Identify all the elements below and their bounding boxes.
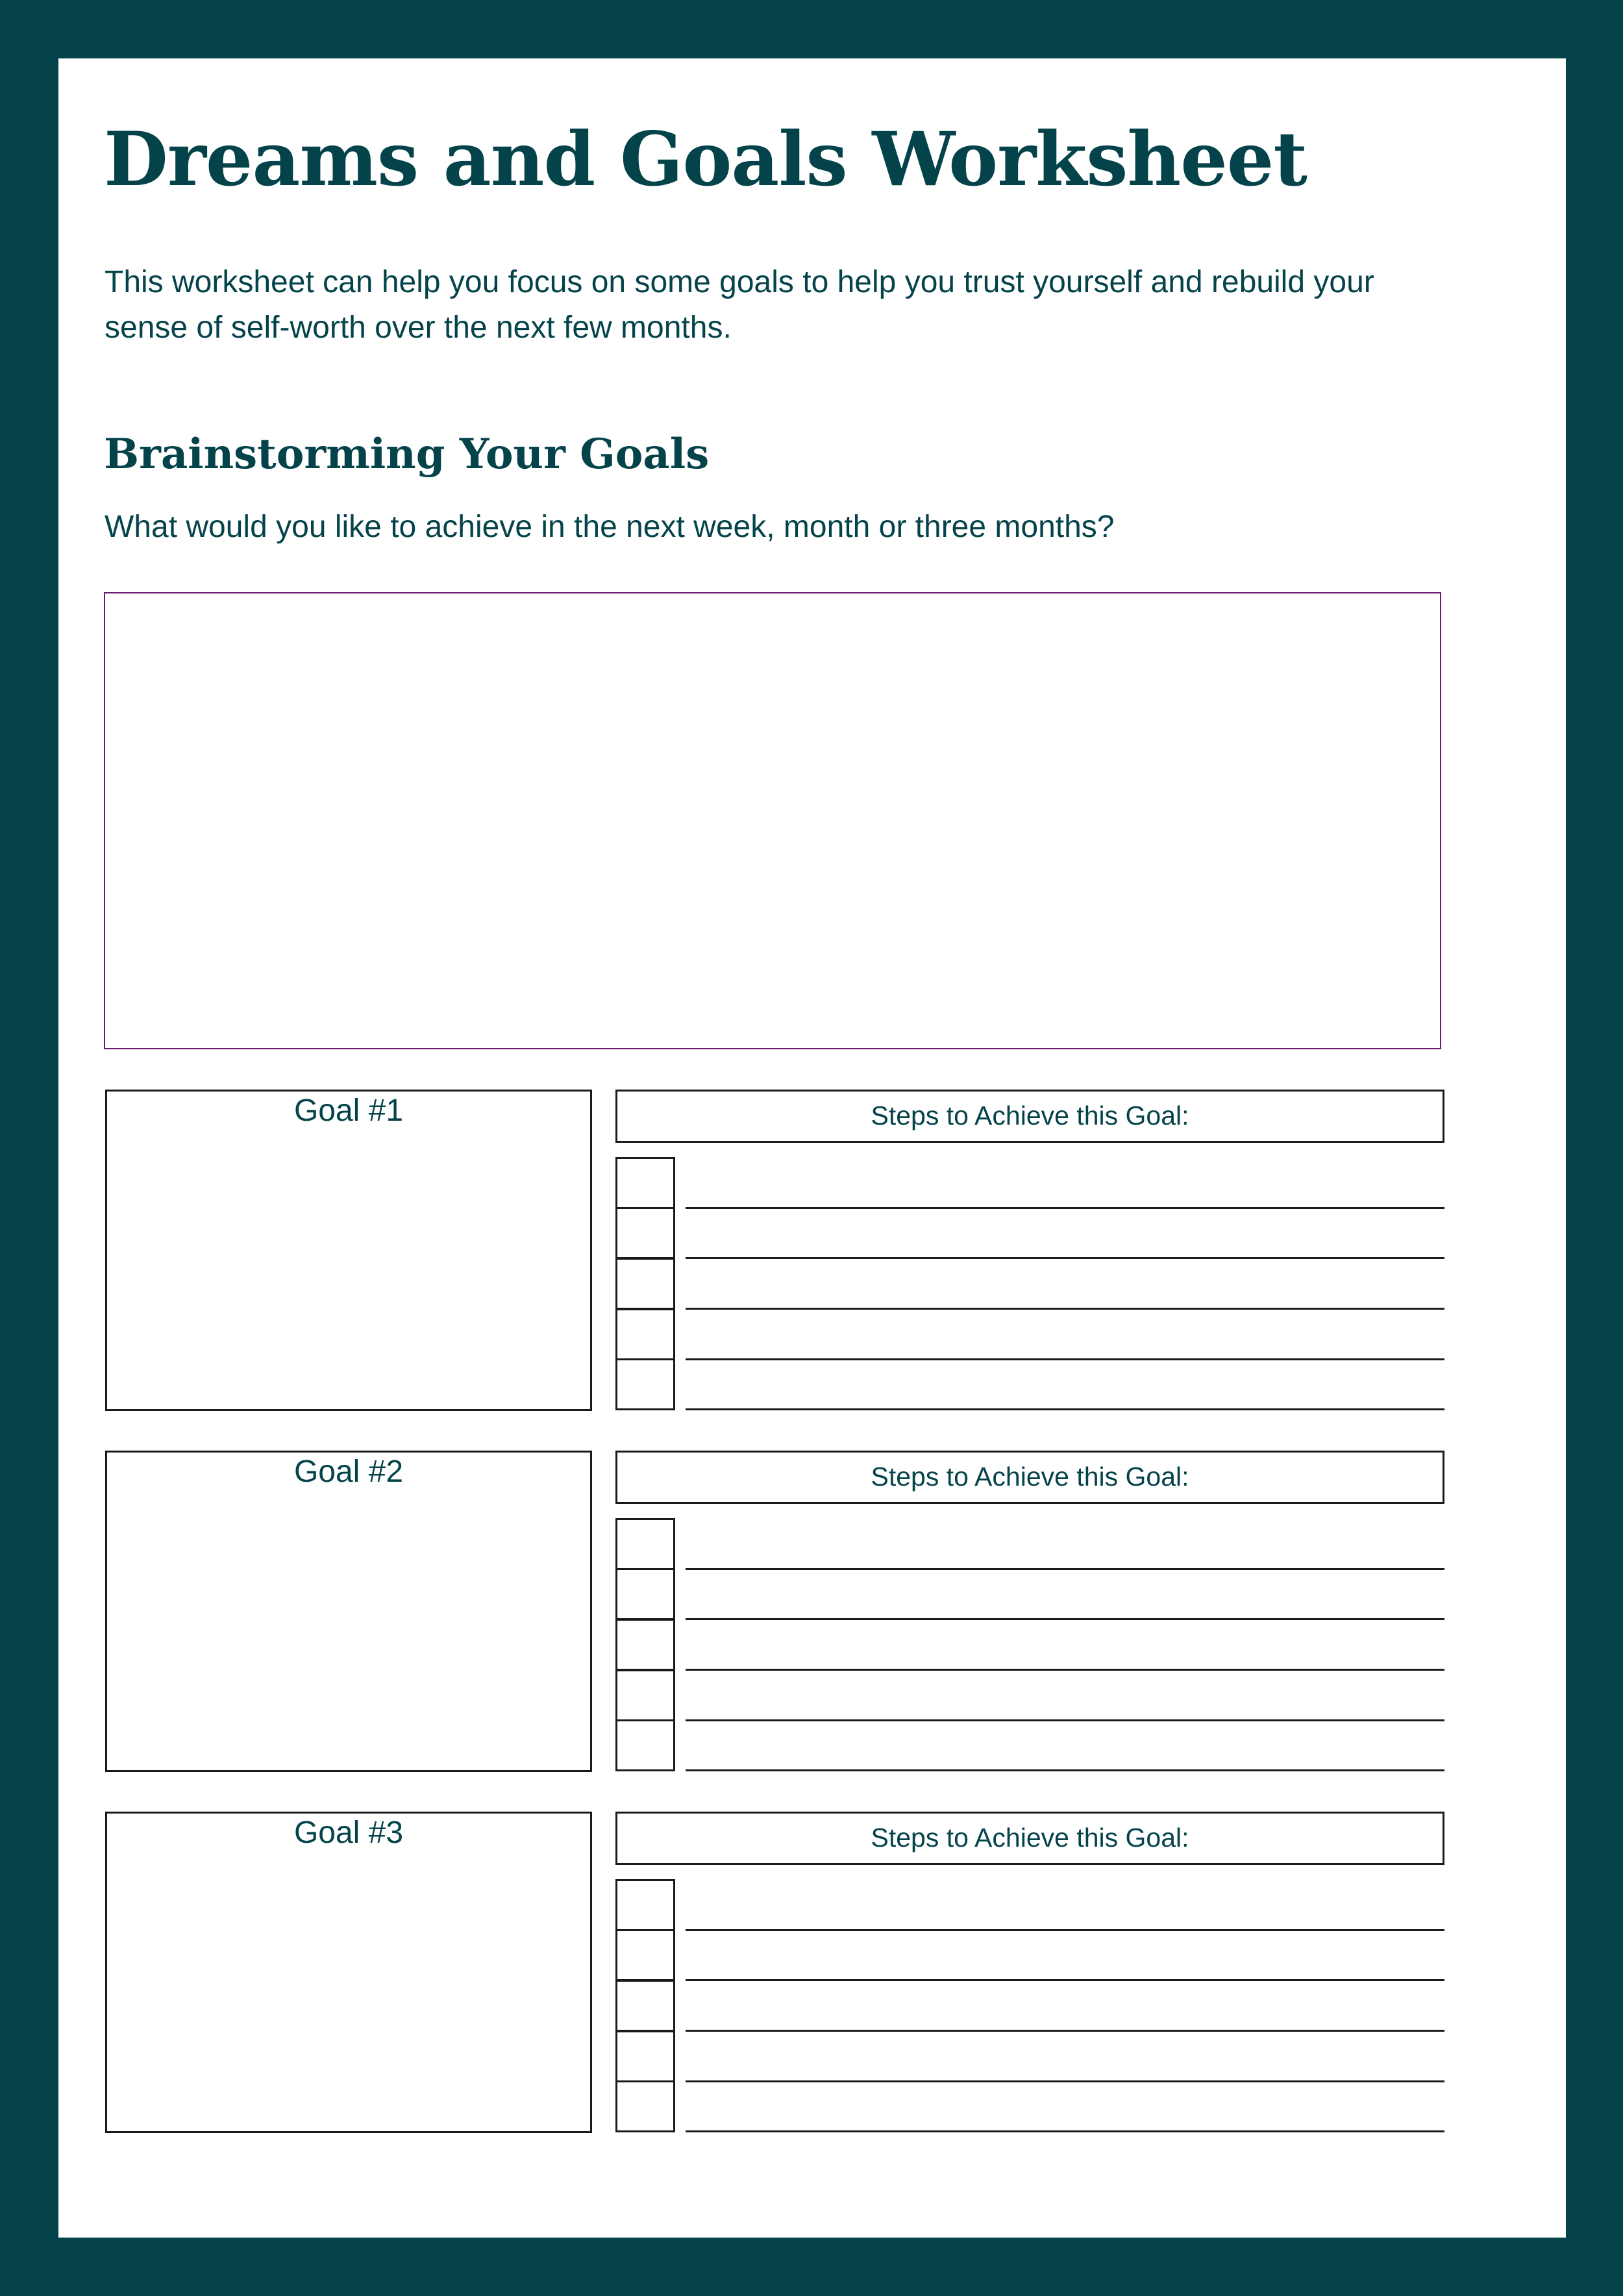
- step-checkbox[interactable]: [615, 1719, 675, 1771]
- step-row: [615, 1308, 1444, 1359]
- step-checkbox[interactable]: [615, 1980, 675, 2032]
- step-row: [615, 1669, 1444, 1720]
- step-checkbox[interactable]: [615, 2080, 675, 2132]
- step-row: [615, 1568, 1444, 1619]
- step-checkbox[interactable]: [615, 1308, 675, 1360]
- intro-text: This worksheet can help you focus on some goals to help you trust yourself and rebuild your sense of self-worth over the next few months.: [105, 265, 1374, 345]
- steps-header: Steps to Achieve this Goal:: [615, 1812, 1444, 1865]
- step-checkbox[interactable]: [615, 1669, 675, 1721]
- step-checkbox[interactable]: [615, 1207, 675, 1259]
- goal-box[interactable]: [105, 1090, 592, 1411]
- step-checkbox[interactable]: [615, 1929, 675, 1981]
- step-checkbox[interactable]: [615, 2030, 675, 2082]
- step-row: [615, 1258, 1444, 1308]
- steps-header: Steps to Achieve this Goal:: [615, 1090, 1444, 1143]
- goal-label: Goal #1: [293, 1093, 404, 1128]
- brainstorm-text-area[interactable]: [104, 592, 1441, 1049]
- goal-label: Goal #2: [293, 1454, 404, 1489]
- step-row: [615, 1619, 1444, 1669]
- step-row: [615, 1518, 1444, 1569]
- step-checkbox[interactable]: [615, 1157, 675, 1209]
- brainstorm-question: What would you like to achieve in the next week, month or three months?: [105, 510, 1115, 544]
- step-row: [615, 1157, 1444, 1208]
- step-input-line[interactable]: [686, 2130, 1444, 2132]
- step-input-line[interactable]: [686, 1769, 1444, 1771]
- step-checkbox[interactable]: [615, 1358, 675, 1410]
- step-row: [615, 1719, 1444, 1770]
- step-checkbox[interactable]: [615, 1518, 675, 1570]
- goal-box[interactable]: [105, 1812, 592, 2133]
- step-row: [615, 1929, 1444, 1980]
- step-checkbox[interactable]: [615, 1568, 675, 1620]
- goal-box[interactable]: [105, 1451, 592, 1772]
- step-row: [615, 1980, 1444, 2030]
- goal-block-2: [104, 1451, 1443, 1773]
- step-checkbox[interactable]: [615, 1619, 675, 1671]
- page-title: Dreams and Goals Worksheet: [104, 116, 1307, 203]
- step-row: [615, 1207, 1444, 1258]
- step-row: [615, 1879, 1444, 1930]
- section-heading: Brainstorming Your Goals: [104, 430, 710, 479]
- steps-header: Steps to Achieve this Goal:: [615, 1451, 1444, 1504]
- step-row: [615, 2080, 1444, 2131]
- step-input-line[interactable]: [686, 1408, 1444, 1410]
- step-row: [615, 1358, 1444, 1409]
- step-checkbox[interactable]: [615, 1258, 675, 1310]
- goal-block-1: [104, 1090, 1443, 1412]
- goal-block-3: [104, 1812, 1443, 2134]
- step-row: [615, 2030, 1444, 2081]
- goal-label: Goal #3: [293, 1816, 404, 1850]
- step-checkbox[interactable]: [615, 1879, 675, 1931]
